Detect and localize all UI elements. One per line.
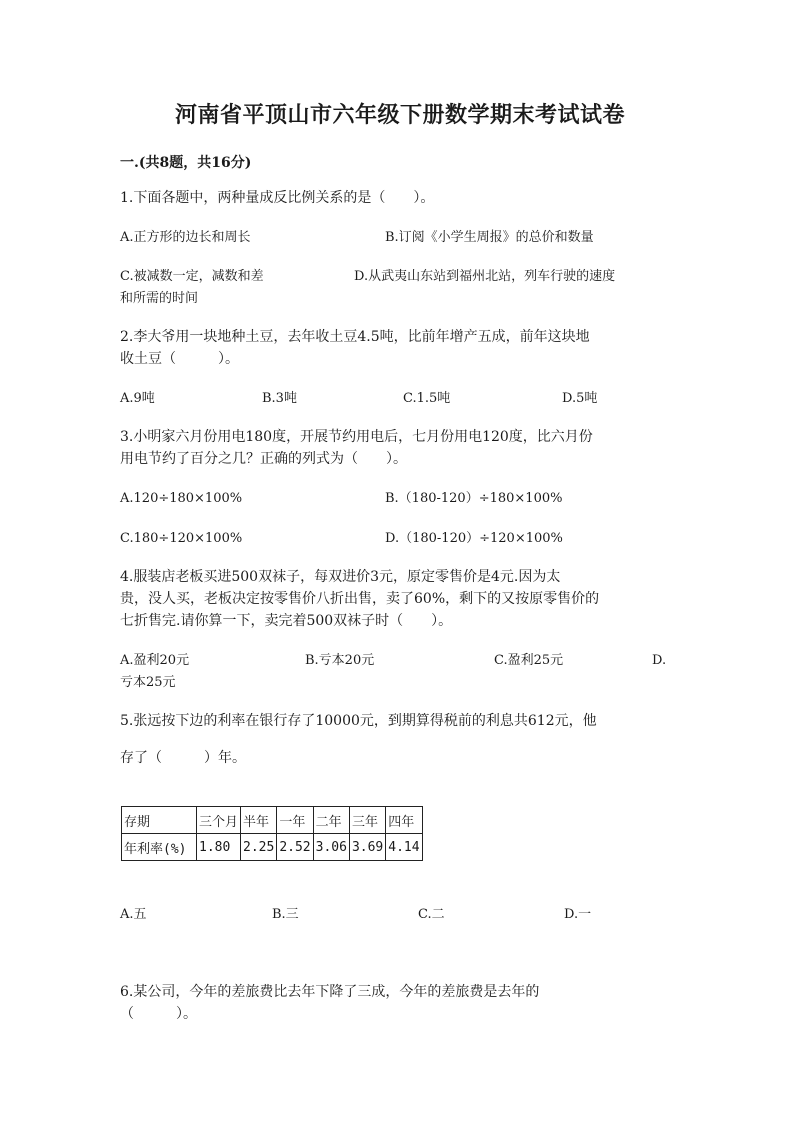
question-6-stem-line2: （ ）。	[120, 1006, 197, 1022]
table-header-row	[122, 807, 423, 834]
table-cell: 1.80	[197, 834, 241, 861]
question-3-stem-line2: 用电节约了百分之几？正确的列式为（ ）。	[120, 451, 407, 467]
question-2-option-d: D.5吨	[562, 391, 598, 406]
question-5-option-b: B.三	[272, 907, 299, 922]
question-5-option-c: C.二	[418, 907, 445, 922]
question-4-stem-line2: 贵，没人买，老板决定按零售价八折出售，卖了60%，剩下的又按原零售价的	[120, 591, 600, 607]
question-5-stem-line2: 存了（ ）年。	[120, 750, 246, 766]
question-4-option-d: D.	[652, 653, 667, 668]
table-cell: 2.52	[277, 834, 313, 861]
question-3-option-c: C.180÷120×100%	[120, 531, 243, 546]
question-6-stem-line1: 6.某公司，今年的差旅费比去年下降了三成，今年的差旅费是去年的	[120, 984, 540, 1000]
question-2-option-c: C.1.5吨	[403, 391, 451, 406]
question-2-option-a: A.9吨	[120, 391, 155, 406]
question-1-option-d-continued: 和所需的时间	[120, 291, 199, 306]
question-2-stem-line1: 2.李大爷用一块地种土豆，去年收土豆4.5吨，比前年增产五成，前年这块地	[120, 329, 590, 345]
table-cell: 三个月	[197, 807, 241, 834]
question-5-option-d: D.一	[564, 907, 592, 922]
interest-rate-table	[121, 806, 423, 861]
question-1-option-a: A.正方形的边长和周长	[120, 230, 251, 245]
section-heading: 一.(共8题，共16分)	[120, 155, 252, 171]
question-2-stem-line2: 收土豆（ ）。	[120, 351, 239, 367]
question-4-stem-line1: 4.服装店老板买进500双袜子，每双进价3元，原定零售价是4元.因为太	[120, 569, 561, 585]
question-1-stem: 1.下面各题中，两种量成反比例关系的是（ ）。	[120, 190, 435, 206]
question-3-option-d: D.（180-120）÷120×100%	[385, 531, 563, 546]
question-5-stem-line1: 5.张远按下边的利率在银行存了10000元，到期算得税前的利息共612元，他	[120, 713, 597, 729]
table-cell: 4.14	[386, 834, 422, 861]
question-4-option-a: A.盈利20元	[120, 653, 190, 668]
question-5-option-a: A.五	[120, 907, 147, 922]
question-1-option-d: D.从武夷山东站到福州北站，列车行驶的速度	[354, 269, 616, 284]
question-4-option-d-continued: 亏本25元	[120, 675, 176, 690]
question-3-option-a: A.120÷180×100%	[120, 491, 243, 506]
table-cell: 一年	[277, 807, 313, 834]
question-4-option-b: B.亏本20元	[305, 653, 375, 668]
table-cell: 年利率(%)	[122, 834, 197, 861]
table-cell: 3.06	[313, 834, 349, 861]
table-cell: 3.69	[349, 834, 385, 861]
question-2-option-b: B.3吨	[262, 391, 297, 406]
question-1-option-c: C.被减数一定，减数和差	[120, 269, 264, 284]
table-cell: 四年	[386, 807, 422, 834]
table-row	[122, 834, 423, 861]
table-cell: 二年	[313, 807, 349, 834]
table-cell: 半年	[241, 807, 277, 834]
table-cell: 三年	[349, 807, 385, 834]
page-title: 河南省平顶山市六年级下册数学期末考试试卷	[174, 102, 625, 128]
question-3-stem-line1: 3.小明家六月份用电180度，开展节约用电后，七月份用电120度，比六月份	[120, 429, 593, 445]
question-4-stem-line3: 七折售完.请你算一下，卖完着500双袜子时（ ）。	[120, 613, 453, 629]
question-1-option-b: B.订阅《小学生周报》的总价和数量	[385, 230, 594, 245]
table-cell: 存期	[122, 807, 197, 834]
table-cell: 2.25	[241, 834, 277, 861]
question-3-option-b: B.（180-120）÷180×100%	[385, 491, 563, 506]
question-4-option-c: C.盈利25元	[494, 653, 564, 668]
